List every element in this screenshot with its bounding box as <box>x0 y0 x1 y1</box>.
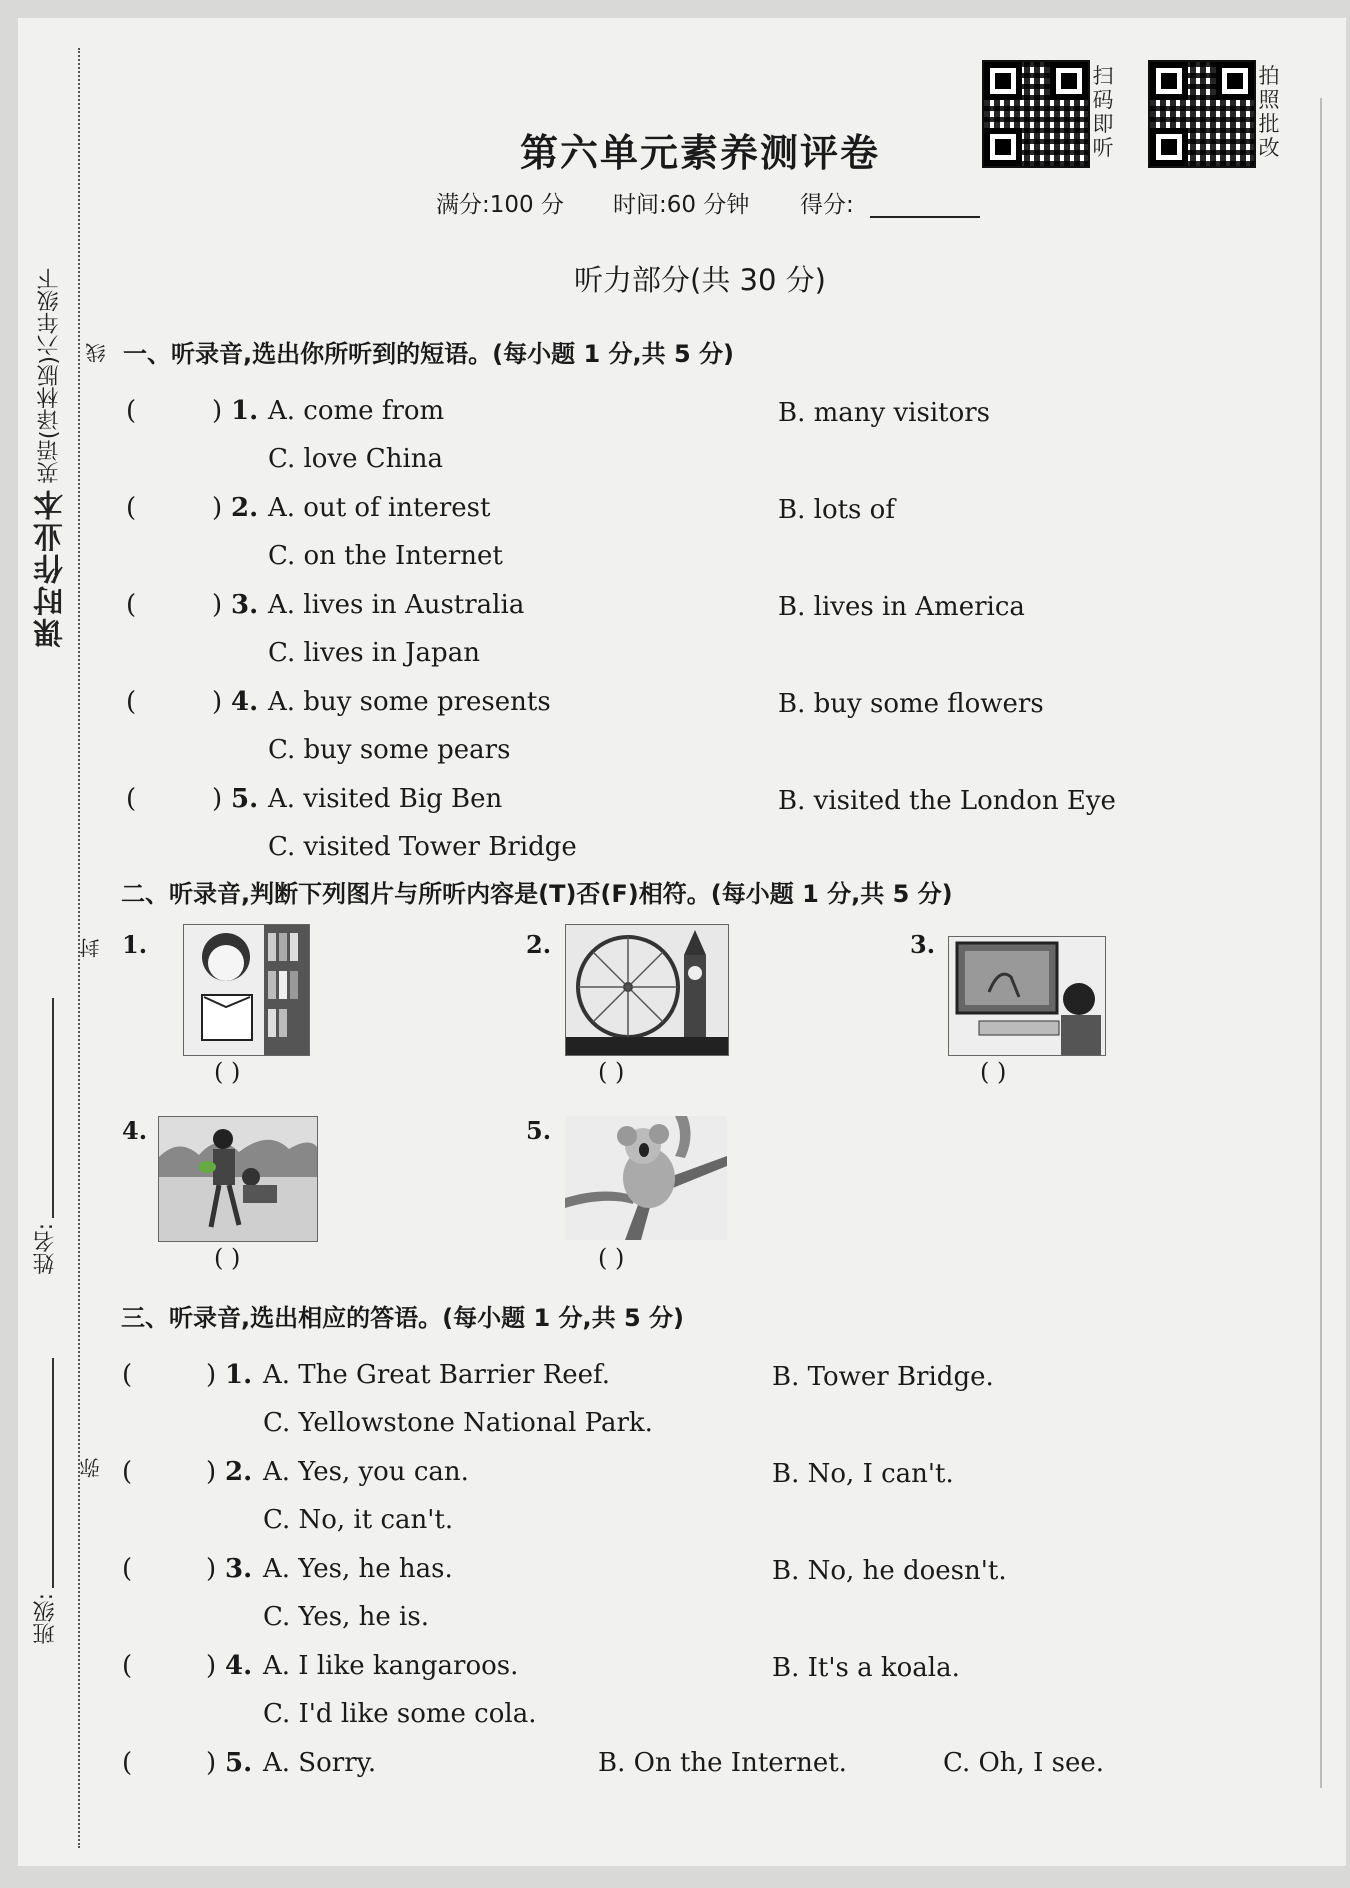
answer-blank-close-paren: ) <box>212 396 223 426</box>
exam-page <box>18 18 1346 1866</box>
class-label: 班级: <box>33 1593 58 1645</box>
qr-code-listen-icon[interactable] <box>982 60 1090 168</box>
option-b[interactable]: B. It's a koala. <box>772 1653 960 1683</box>
picture-number-2: 2. <box>526 930 552 959</box>
section2-title: 二、听录音,判断下列图片与所听内容是(T)否(F)相符。(每小题 1 分,共 5 分) <box>121 880 953 908</box>
koala-in-tree-icon <box>565 1116 727 1240</box>
seal-char-seal: 封 <box>79 938 103 958</box>
seal-char-mi: 弥 <box>79 1458 103 1478</box>
answer-blank-close-paren: ) <box>212 590 223 620</box>
option-c[interactable]: C. on the Internet <box>268 541 503 571</box>
answer-blank-open-paren[interactable]: ( <box>122 1554 133 1584</box>
time-limit: 时间:60 分钟 <box>613 192 750 218</box>
question-number: 3. <box>231 590 259 620</box>
london-eye-big-ben-icon <box>565 924 729 1056</box>
answer-paren-5[interactable]: ( ) <box>598 1244 625 1272</box>
answer-paren-2[interactable]: ( ) <box>598 1058 625 1086</box>
subject-label: 英语(译林版)六年级下 <box>37 268 62 484</box>
section1-title: 一、听录音,选出你所听到的短语。(每小题 1 分,共 5 分) <box>123 340 734 368</box>
option-b[interactable]: B. lots of <box>778 495 895 525</box>
score-label: 得分: <box>800 192 854 218</box>
option-b[interactable]: B. No, he doesn't. <box>772 1556 1007 1586</box>
answer-blank-open-paren[interactable]: ( <box>126 590 137 620</box>
answer-blank-close-paren: ) <box>206 1360 217 1390</box>
answer-blank-open-paren[interactable]: ( <box>122 1748 133 1778</box>
answer-blank-close-paren: ) <box>212 687 223 717</box>
answer-blank-close-paren: ) <box>212 493 223 523</box>
answer-blank-close-paren: ) <box>206 1554 217 1584</box>
answer-blank-close-paren: ) <box>206 1651 217 1681</box>
brand-name: 课时作业本 <box>34 488 69 648</box>
answer-blank-open-paren[interactable]: ( <box>126 784 137 814</box>
option-a[interactable]: A. buy some presents <box>268 687 551 717</box>
option-c[interactable]: C. No, it can't. <box>263 1505 454 1535</box>
answer-paren-3[interactable]: ( ) <box>980 1058 1007 1086</box>
boy-computer-kangaroo-icon <box>948 936 1106 1056</box>
option-b[interactable]: B. Tower Bridge. <box>772 1362 994 1392</box>
section3-title: 三、听录音,选出相应的答语。(每小题 1 分,共 5 分) <box>121 1304 684 1332</box>
name-label: 姓名: <box>33 1223 58 1275</box>
option-c[interactable]: C. Oh, I see. <box>943 1748 1105 1778</box>
right-margin-line <box>1320 98 1322 1788</box>
question-number: 3. <box>225 1554 253 1584</box>
answer-blank-open-paren[interactable]: ( <box>122 1360 133 1390</box>
seal-char-line: 线 <box>85 343 109 363</box>
option-a[interactable]: A. lives in Australia <box>268 590 525 620</box>
option-c[interactable]: C. lives in Japan <box>268 638 480 668</box>
answer-blank-open-paren[interactable]: ( <box>122 1457 133 1487</box>
question-number: 4. <box>231 687 259 717</box>
qr-code-grade-icon[interactable] <box>1148 60 1256 168</box>
picture-number-1: 1. <box>122 930 148 959</box>
answer-blank-open-paren[interactable]: ( <box>126 396 137 426</box>
option-b[interactable]: B. On the Internet. <box>598 1748 847 1778</box>
picture-number-4: 4. <box>122 1116 148 1145</box>
option-a[interactable]: A. Yes, he has. <box>263 1554 453 1584</box>
answer-paren-1[interactable]: ( ) <box>214 1058 241 1086</box>
option-c[interactable]: C. love China <box>268 444 444 474</box>
answer-blank-close-paren: ) <box>212 784 223 814</box>
answer-blank-close-paren: ) <box>206 1748 217 1778</box>
option-a[interactable]: A. come from <box>268 396 445 426</box>
answer-blank-open-paren[interactable]: ( <box>122 1651 133 1681</box>
picture-number-3: 3. <box>910 930 936 959</box>
option-c[interactable]: C. Yellowstone National Park. <box>263 1408 653 1438</box>
option-a[interactable]: A. Sorry. <box>263 1748 377 1778</box>
part-title-listening: 听力部分(共 30 分) <box>574 263 826 297</box>
qr-caption-listen: 扫码即听 <box>1092 64 1114 160</box>
option-c[interactable]: C. I'd like some cola. <box>263 1699 537 1729</box>
option-b[interactable]: B. visited the London Eye <box>778 786 1116 816</box>
option-c[interactable]: C. visited Tower Bridge <box>268 832 577 862</box>
answer-paren-4[interactable]: ( ) <box>214 1244 241 1272</box>
option-a[interactable]: A. I like kangaroos. <box>263 1651 519 1681</box>
answer-blank-open-paren[interactable]: ( <box>126 687 137 717</box>
answer-blank-open-paren[interactable]: ( <box>126 493 137 523</box>
question-number: 2. <box>225 1457 253 1487</box>
class-field-line <box>52 1358 54 1588</box>
question-number: 4. <box>225 1651 253 1681</box>
name-field-line <box>52 998 54 1218</box>
option-a[interactable]: A. Yes, you can. <box>263 1457 469 1487</box>
option-b[interactable]: B. No, I can't. <box>772 1459 954 1489</box>
boys-playing-rugby-icon <box>158 1116 318 1242</box>
option-b[interactable]: B. lives in America <box>778 592 1025 622</box>
score-field-line <box>870 216 980 218</box>
answer-blank-close-paren: ) <box>206 1457 217 1487</box>
picture-number-5: 5. <box>526 1116 552 1145</box>
option-a[interactable]: A. out of interest <box>268 493 491 523</box>
girl-reading-icon <box>183 924 310 1056</box>
option-b[interactable]: B. many visitors <box>778 398 991 428</box>
option-b[interactable]: B. buy some flowers <box>778 689 1044 719</box>
option-a[interactable]: A. visited Big Ben <box>268 784 503 814</box>
question-number: 2. <box>231 493 259 523</box>
full-score: 满分:100 分 <box>436 192 564 218</box>
question-number: 5. <box>231 784 259 814</box>
question-number: 1. <box>231 396 259 426</box>
question-number: 5. <box>225 1748 253 1778</box>
question-number: 1. <box>225 1360 253 1390</box>
page-title: 第六单元素养测评卷 <box>520 131 881 175</box>
option-c[interactable]: C. Yes, he is. <box>263 1602 429 1632</box>
qr-caption-grade: 拍照批改 <box>1258 64 1280 160</box>
option-c[interactable]: C. buy some pears <box>268 735 511 765</box>
option-a[interactable]: A. The Great Barrier Reef. <box>263 1360 611 1390</box>
